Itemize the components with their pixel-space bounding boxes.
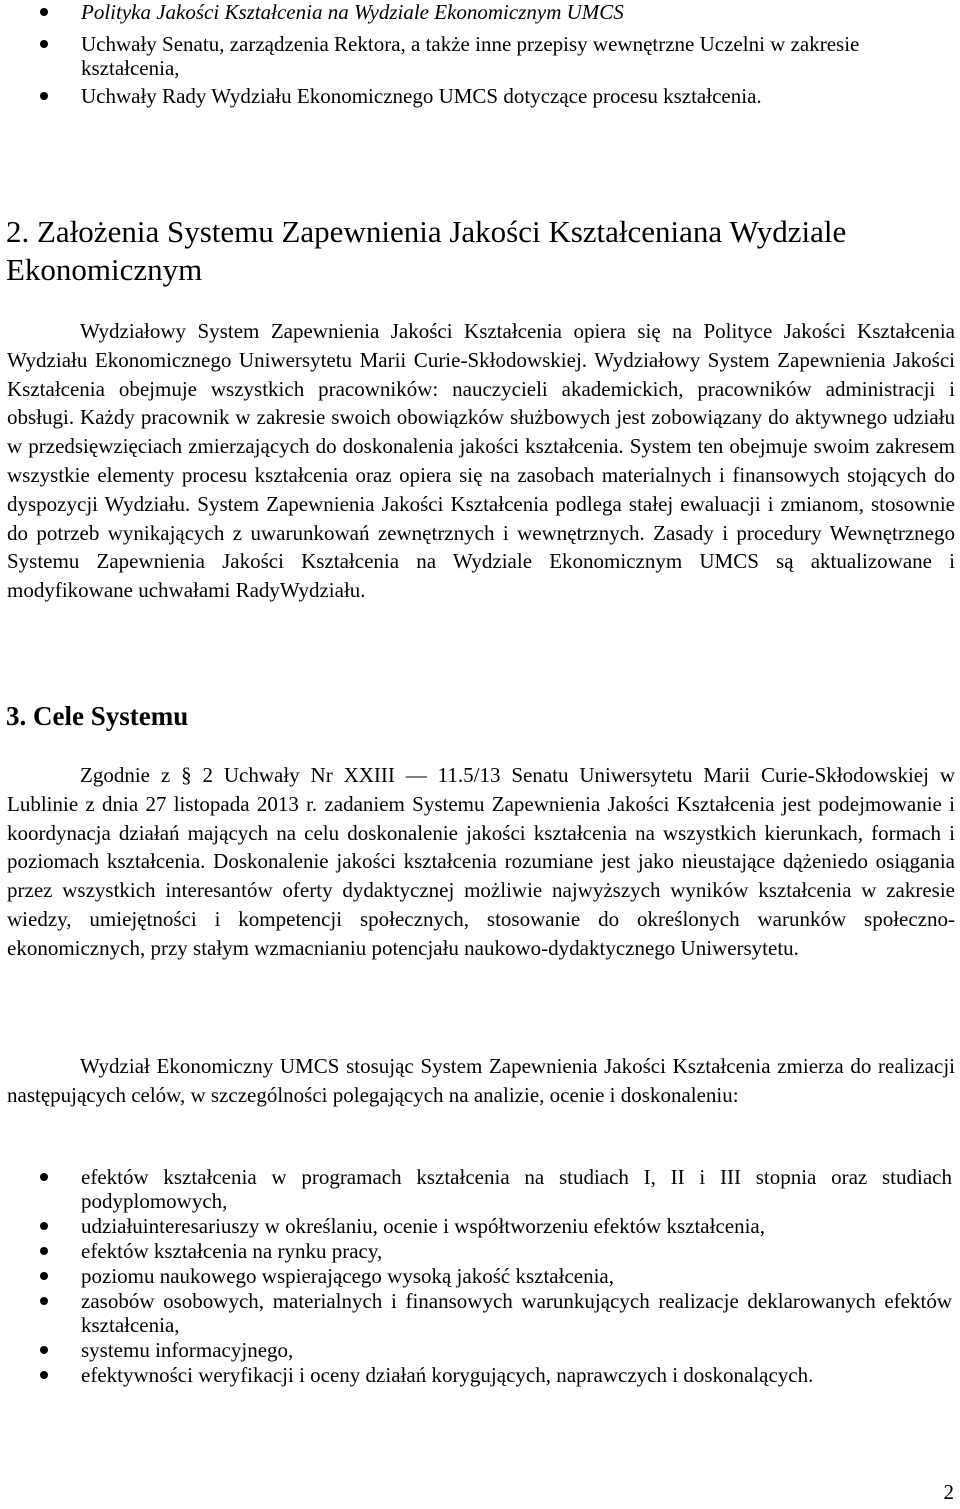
- top-bullet-list: [0, 0, 960, 116]
- list-item: [0, 1338, 960, 1362]
- list-item: [0, 1239, 960, 1263]
- list-item: [0, 1214, 960, 1238]
- bullet-icon: [40, 1173, 48, 1181]
- bullet-icon: [40, 8, 48, 16]
- bullet-icon: [40, 1297, 48, 1305]
- list-item-text: Uchwały Rady Wydziału Ekonomicznego UMCS dotyczące procesu kształcenia.: [81, 84, 762, 108]
- bullet-icon: [40, 1346, 48, 1354]
- list-item-text: Polityka Jakości Kształcenia na Wydziale Ekonomicznym UMCS: [81, 0, 624, 24]
- list-item: [0, 1264, 960, 1288]
- bullet-icon: [40, 1371, 48, 1379]
- bullet-icon: [40, 1247, 48, 1255]
- list-item: [0, 1363, 960, 1387]
- list-item-text: zasobów osobowych, materialnych i finansowych warunkujących realizacje deklarowanych efektów kształcenia,: [81, 1289, 952, 1337]
- list-item-text: efektów kształcenia w programach kształcenia na studiach I, II i III stopnia oraz studiach podyplomowych,: [81, 1165, 952, 1213]
- list-item-text: systemu informacyjnego,: [81, 1338, 294, 1362]
- list-item-text: poziomu naukowego wspierającego wysoką jakość kształcenia,: [81, 1264, 614, 1288]
- bullet-icon: [40, 92, 48, 100]
- list-item: [0, 1289, 960, 1337]
- list-item: [0, 84, 960, 108]
- section-heading-2: 2. Założenia Systemu Zapewnienia Jakości Kształceniana Wydziale Ekonomicznym: [6, 214, 847, 287]
- list-item: [0, 0, 960, 24]
- section-2-paragraph: Wydziałowy System Zapewnienia Jakości Kształcenia opiera się na Polityce Jakości Kształcenia Wydziału Ekonomicznego Uniwersytetu Marii Curie-Skłodowskiej. Wydziałowy System Zapewnienia Jakości Kształcenia obejmuje wszystkich pracowników: nauczycieli akademickich, pracowników administracji i obsługi. Każdy pracownik w zakresie swoich obowiązków służbowych jest zobowiązany do aktywnego udziału w przedsięwzięciach zmierzających do doskonalenia jakości kształcenia. System ten obejmuje swoim zakresem wszystkie elementy procesu kształcenia oraz opiera się na zasobach materialnych i finansowych stojących do dyspozycji Wydziału. System Zapewnienia Jakości Kształcenia podlega stałej ewaluacji i zmianom, stosownie do potrzeb wynikających z uwarunkowań zewnętrznych i wewnętrznych. Zasady i procedury Wewnętrznego Systemu Zapewnienia Jakości Kształcenia na Wydziale Ekonomicznym UMCS są aktualizowane i modyfikowane uchwałami RadyWydziału.: [7, 319, 955, 603]
- bullet-icon: [40, 1272, 48, 1280]
- bullet-icon: [40, 40, 48, 48]
- goals-bullet-list: [0, 1165, 960, 1388]
- bullet-icon: [40, 1222, 48, 1230]
- list-item-text: efektów kształcenia na rynku pracy,: [81, 1239, 383, 1263]
- list-item-text: udziałuinteresariuszy w określaniu, ocenie i współtworzeniu efektów kształcenia,: [81, 1214, 766, 1238]
- list-item-text: Uchwały Senatu, zarządzenia Rektora, a także inne przepisy wewnętrzne Uczelni w zakresie kształcenia,: [81, 32, 860, 80]
- section-3-paragraph-2: Wydział Ekonomiczny UMCS stosując System Zapewnienia Jakości Kształcenia zmierza do realizacji następujących celów, w szczególności polegających na analizie, ocenie i doskonaleniu:: [7, 1054, 955, 1107]
- list-item-text: efektywności weryfikacji i oceny działań korygujących, naprawczych i doskonalących.: [81, 1363, 814, 1387]
- section-heading-3: 3. Cele Systemu: [6, 701, 189, 731]
- section-3-paragraph: Zgodnie z § 2 Uchwały Nr XXIII — 11.5/13 Senatu Uniwersytetu Marii Curie-Skłodowskiej w Lublinie z dnia 27 listopada 2013 r. zadaniem Systemu Zapewnienia Jakości Kształcenia jest podejmowanie i koordynacja działań mających na celu doskonalenie jakości kształcenia na wszystkich kierunkach, formach i poziomach kształcenia. Doskonalenie jakości kształcenia rozumiane jest jako nieustające dążeniedo osiągania przez wszystkich interesantów oferty dydaktycznej możliwie najwyższych wyników kształcenia w zakresie wiedzy, umiejętności i kompetencji społecznych, stosowanie do określonych warunków społeczno-ekonomicznych, przy stałym wzmacnianiu potencjału naukowo-dydaktycznego Uniwersytetu.: [7, 763, 955, 960]
- list-item: [0, 32, 960, 80]
- page-number: 2: [943, 1480, 954, 1504]
- list-item: [0, 1165, 960, 1213]
